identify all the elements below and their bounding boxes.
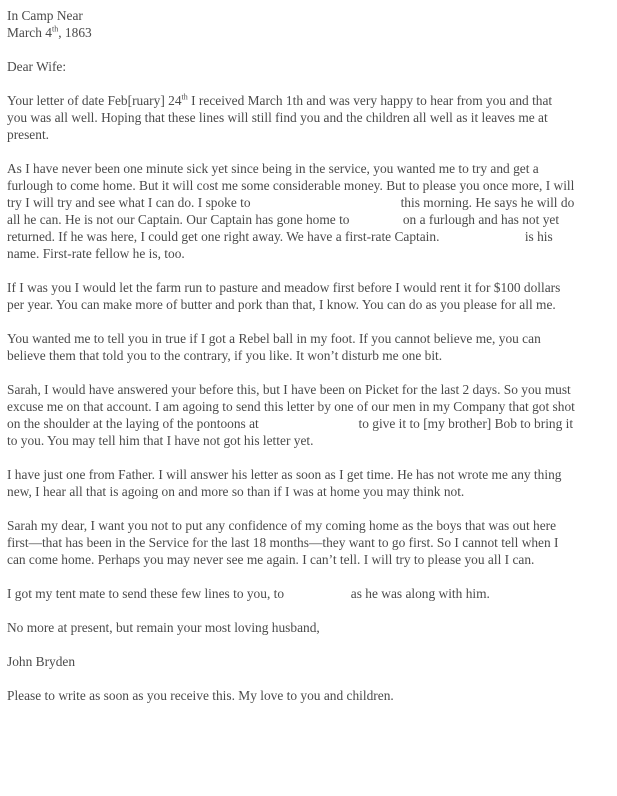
p1-b: I received March 1th and was very happy to hear from you and that you was all well. Hoping that these lines will still find you and the children all well as it leaves me at present. xyxy=(7,93,553,142)
p1-sup: th xyxy=(181,92,188,102)
letter-heading xyxy=(7,7,575,41)
heading-place: In Camp Near xyxy=(7,8,83,23)
p2-d: is his name. First-rate fellow he is, too. xyxy=(7,229,553,261)
p8-b: as he was along with him. xyxy=(350,586,490,601)
p5-b: to give it to [my brother] Bob to bring it to you. You may tell him that I have not got his letter yet. xyxy=(7,416,574,448)
p2-a: As I have never been one minute sick yet since being in the service, you wanted me to try and get a furlough to come home. But it will cost me some considerable money. But to please you once more, I will try I will try and see what I can do. I spoke to xyxy=(7,161,575,210)
p5-a: Sarah, I would have answered your before this, but I have been on Picket for the last 2 days. So you must excuse me on that account. I am agoing to send this letter by one of our men in my Company that got shot on the shoulder at the laying of the pontoons at xyxy=(7,382,575,431)
paragraph-3: If I was you I would let the farm run to pasture and meadow first before I would rent it for $100 dollars per year. You can make more of butter and pork than that, I know. You can do as you please for all me. xyxy=(7,280,561,312)
paragraph-1 xyxy=(7,92,575,143)
paragraph-2 xyxy=(7,160,575,262)
heading-date-sup: th xyxy=(52,24,59,34)
signature: John Bryden xyxy=(7,654,76,669)
paragraph-4: You wanted me to tell you in true if I got a Rebel ball in my foot. If you cannot believe me, you can believe them that told you to the contrary, if you like. It won’t disturb me one bit. xyxy=(7,331,541,363)
p1-a: Your letter of date Feb[ruary] 24 xyxy=(7,93,182,108)
paragraph-6: I have just one from Father. I will answer his letter as soon as I get time. He has not wrote me any thing new, I hear all that is agoing on and more so than if I was at home you may think not. xyxy=(7,467,562,499)
p2-b: this morning. He says he will do all he can. He is not our Captain. Our Captain has gone home to xyxy=(7,195,575,227)
heading-date xyxy=(7,24,575,41)
paragraph-5 xyxy=(7,381,575,449)
heading-date-suffix: , 1863 xyxy=(58,25,92,40)
salutation: Dear Wife: xyxy=(7,59,67,74)
paragraph-7: Sarah my dear, I want you not to put any confidence of my coming home as the boys that was out here first—that has been in the Service for the last 18 months—they want to go first. So I cannot tell when I can come home. Perhaps you may never see me again. I can’t tell. I will try to please you all I can. xyxy=(7,518,559,567)
p2-c: on a furlough and has not yet returned. If he was here, I could get one right away. We have a first-rate Captain. xyxy=(7,212,560,244)
letter xyxy=(7,7,575,721)
postscript: Please to write as soon as you receive this. My love to you and children. xyxy=(7,688,394,703)
paragraph-8 xyxy=(7,585,575,602)
closing: No more at present, but remain your most loving husband, xyxy=(7,620,320,635)
heading-date-prefix: March 4 xyxy=(7,25,52,40)
p8-a: I got my tent mate to send these few lines to you, to xyxy=(7,586,285,601)
